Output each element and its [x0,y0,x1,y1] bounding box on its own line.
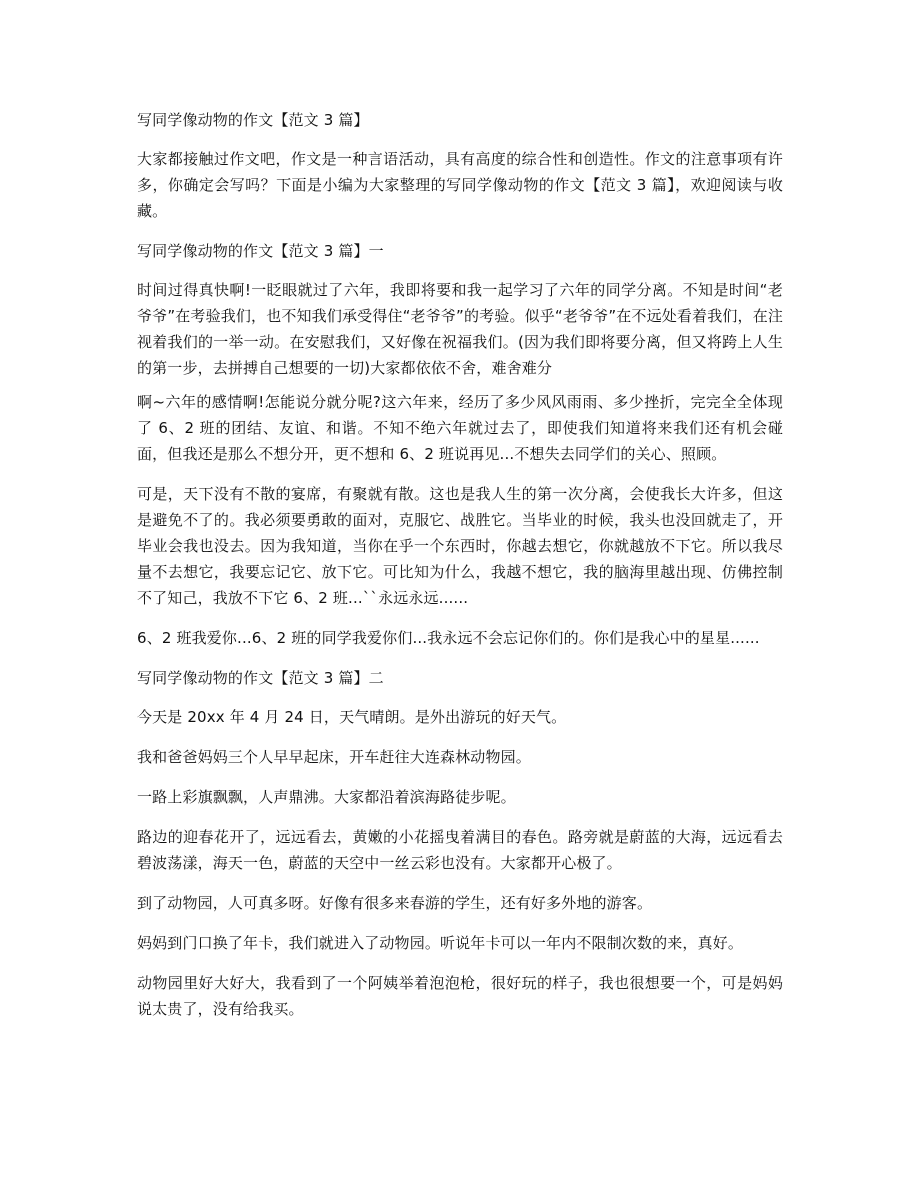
essay2-paragraph: 路边的迎春花开了，远远看去，黄嫩的小花摇曳着满目的春色。路旁就是蔚蓝的大海，远远看去碧波荡漾，海天一色，蔚蓝的天空中一丝云彩也没有。大家都开心极了。 [137,828,783,872]
essay2-paragraph: 我和爸爸妈妈三个人早早起床，开车赶往大连森林动物园。 [137,748,531,766]
essay2-paragraph: 动物园里好大好大，我看到了一个阿姨举着泡泡枪，很好玩的样子，我也很想要一个，可是妈妈说太贵了，没有给我买。 [137,974,783,1018]
essay1-heading: 写同学像动物的作文【范文 3 篇】一 [137,242,384,260]
essay1-paragraph: 时间过得真快啊!一眨眼就过了六年，我即将要和我一起学习了六年的同学分离。不知是时间“老爷爷”在考验我们，也不知我们承受得住“老爷爷”的考验。似乎“老爷爷”在不远处看着我们，在注视着我们的一举一动。在安慰我们，又好像在祝福我们。(因为我们即将要分离，但又将跨上人生的第一步，去拼搏自己想要的一切)大家都依依不舍，难舍难分 [137,281,783,377]
intro-paragraph: 大家都接触过作文吧，作文是一种言语活动，具有高度的综合性和创造性。作文的注意事项有许多，你确定会写吗？下面是小编为大家整理的写同学像动物的作文【范文 3 篇】，欢迎阅读与收藏。 [137,150,783,220]
essay1-paragraph: 啊~六年的感情啊!怎能说分就分呢?这六年来，经历了多少风风雨雨、多少挫折，完完全全体现了 6、2 班的团结、友谊、和谐。不知不绝六年就过去了，即使我们知道将来我们还有机会碰面，但我还是那么不想分开，更不想和 6、2 班说再见...不想失去同学们的关心、照顾。 [137,393,783,463]
document-body [137,107,783,1036]
essay2-paragraph: 到了动物园，人可真多呀。好像有很多来春游的学生，还有好多外地的游客。 [137,894,653,912]
essay1-paragraph: 6、2 班我爱你...6、2 班的同学我爱你们...我永远不会忘记你们的。你们是我心中的星星...... [137,629,760,647]
essay1-paragraph: 可是，天下没有不散的宴席，有聚就有散。这也是我人生的第一次分离，会使我长大许多，但这是避免不了的。我必须要勇敢的面对，克服它、战胜它。当毕业的时候，我头也没回就走了，开毕业会我也没去。因为我知道，当你在乎一个东西时，你越去想它，你就越放不下它。所以我尽量不去想它，我要忘记它、放下它。可比知为什么，我越不想它，我的脑海里越出现、仿佛控制不了知己，我放不下它 6、2 班...``永远永远...... [137,485,783,607]
essay2-heading: 写同学像动物的作文【范文 3 篇】二 [137,669,384,687]
essay2-paragraph: 今天是 20xx 年 4 月 24 日，天气晴朗。是外出游玩的好天气。 [137,708,567,726]
document-title: 写同学像动物的作文【范文 3 篇】 [137,111,369,129]
essay2-paragraph: 一路上彩旗飘飘，人声鼎沸。大家都沿着滨海路徒步呢。 [137,788,516,806]
essay2-paragraph: 妈妈到门口换了年卡，我们就进入了动物园。听说年卡可以一年内不限制次数的来，真好。 [137,934,744,952]
